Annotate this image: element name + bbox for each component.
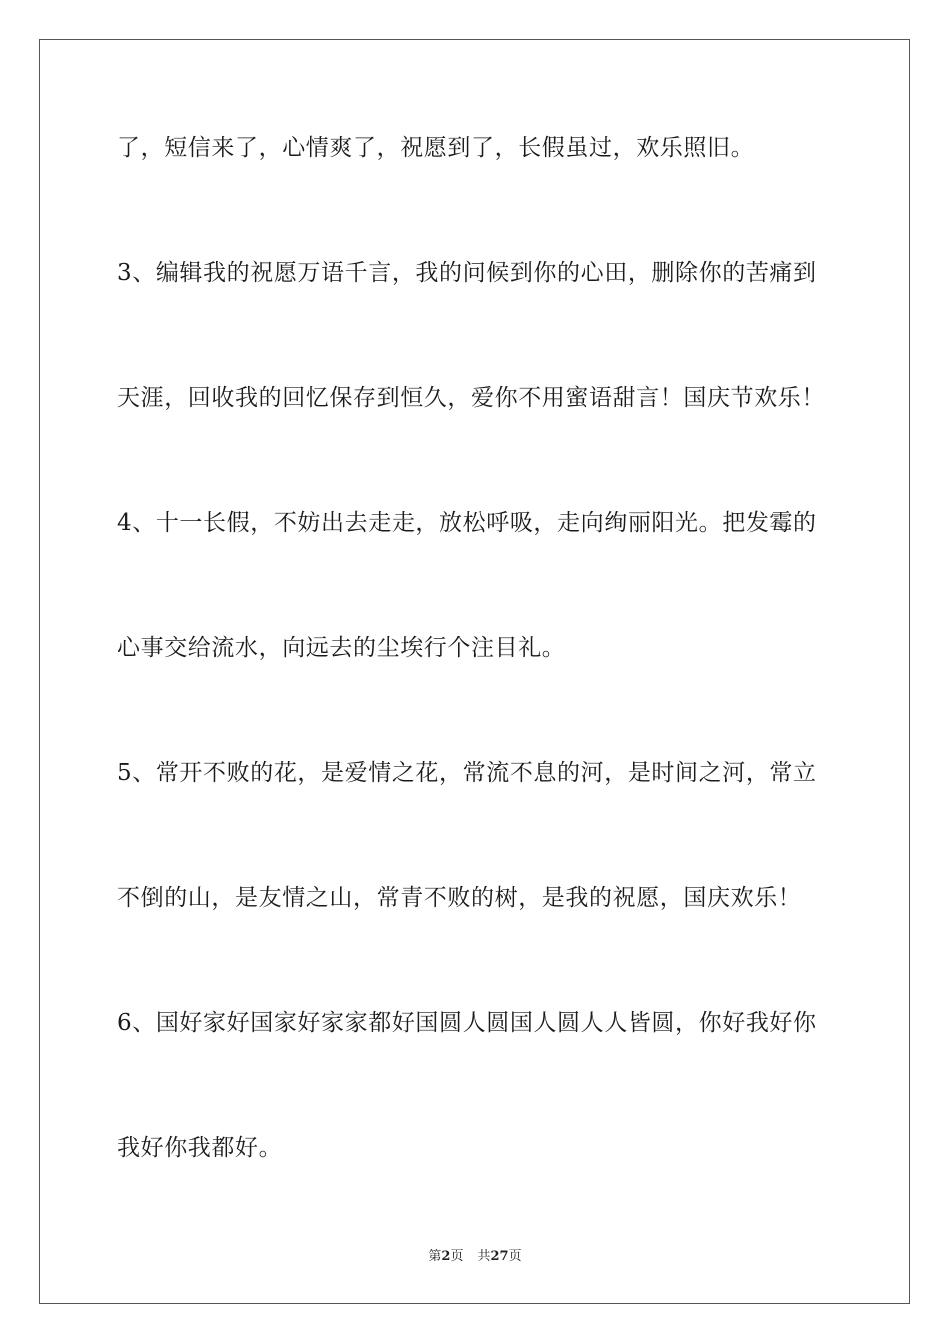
- body-text-line: 不倒的山，是友情之山，常青不败的树，是我的祝愿，国庆欢乐！: [117, 885, 802, 911]
- page-number-indicator: 第2页: [428, 1249, 464, 1264]
- body-text-line: 6、国好家好国家好家家都好国圆人圆国人圆人人皆圆，你好我好你: [117, 1010, 817, 1036]
- body-text-line: 我好你我都好。: [117, 1135, 283, 1161]
- total-pages-indicator: 共27页: [477, 1249, 522, 1264]
- body-text-line: 天涯，回收我的回忆保存到恒久，爱你不用蜜语甜言！国庆节欢乐！: [117, 385, 825, 411]
- page-footer: [0, 1248, 950, 1266]
- body-text-line: 了，短信来了，心情爽了，祝愿到了，长假虽过，欢乐照旧。: [117, 135, 755, 161]
- body-text-line: 心事交给流水，向远去的尘埃行个注目礼。: [117, 635, 566, 661]
- page-border: [39, 39, 910, 1304]
- body-text-line: 3、编辑我的祝愿万语千言，我的问候到你的心田，删除你的苦痛到: [117, 260, 817, 286]
- body-text-line: 5、常开不败的花，是爱情之花，常流不息的河，是时间之河，常立: [117, 760, 817, 786]
- body-text-line: 4、十一长假，不妨出去走走，放松呼吸，走向绚丽阳光。把发霉的: [117, 510, 817, 536]
